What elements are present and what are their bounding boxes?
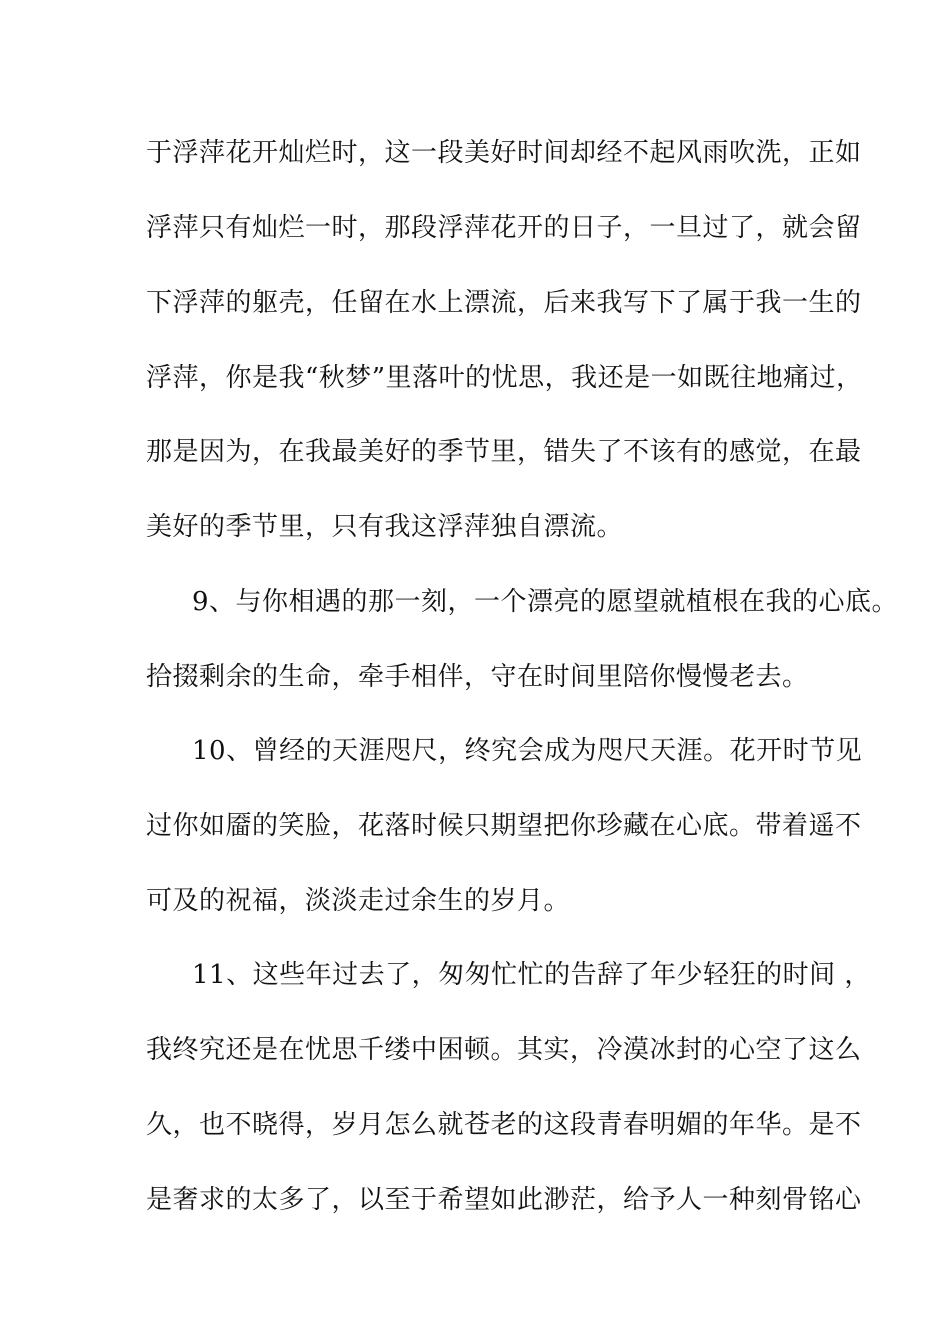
text-line: 是奢求的太多了，以至于希望如此渺茫，给予人一种刻骨铭心 — [146, 1185, 862, 1215]
paragraph-9-start: 9、与你相遇的那一刻，一个漂亮的愿望就植根在我的心底。 — [192, 587, 899, 617]
text-line: 我终究还是在忧思千缕中困顿。其实，冷漠冰封的心空了这么 — [146, 1035, 862, 1065]
text-line: 久，也不晓得，岁月怎么就苍老的这段青春明媚的年华。是不 — [146, 1110, 862, 1140]
text-line: 于浮萍花开灿烂时，这一段美好时间却经不起风雨吹洗，正如 — [146, 138, 862, 168]
text-line: 美好的季节里，只有我这浮萍独自漂流。 — [146, 512, 624, 542]
text-line: 浮萍，你是我“秋梦”里落叶的忧思，我还是一如既往地痛过， — [146, 363, 863, 393]
text-line: 可及的祝福，淡淡走过余生的岁月。 — [146, 886, 571, 916]
text-line: 那是因为，在我最美好的季节里，错失了不该有的感觉，在最 — [146, 437, 862, 467]
paragraph-10-start: 10、曾经的天涯咫尺，终究会成为咫尺天涯。花开时节见 — [192, 736, 863, 766]
text-line: 浮萍只有灿烂一时，那段浮萍花开的日子，一旦过了，就会留 — [146, 213, 862, 243]
text-line: 过你如靥的笑脸，花落时候只期望把你珍藏在心底。带着遥不 — [146, 811, 862, 841]
text-line: 拾掇剩余的生命，牵手相伴，守在时间里陪你慢慢老去。 — [146, 662, 809, 692]
text-line: 下浮萍的躯壳，任留在水上漂流，后来我写下了属于我一生的 — [146, 288, 862, 318]
paragraph-11-start: 11、这些年过去了，匆匆忙忙的告辞了年少轻狂的时间 ， — [192, 960, 871, 990]
